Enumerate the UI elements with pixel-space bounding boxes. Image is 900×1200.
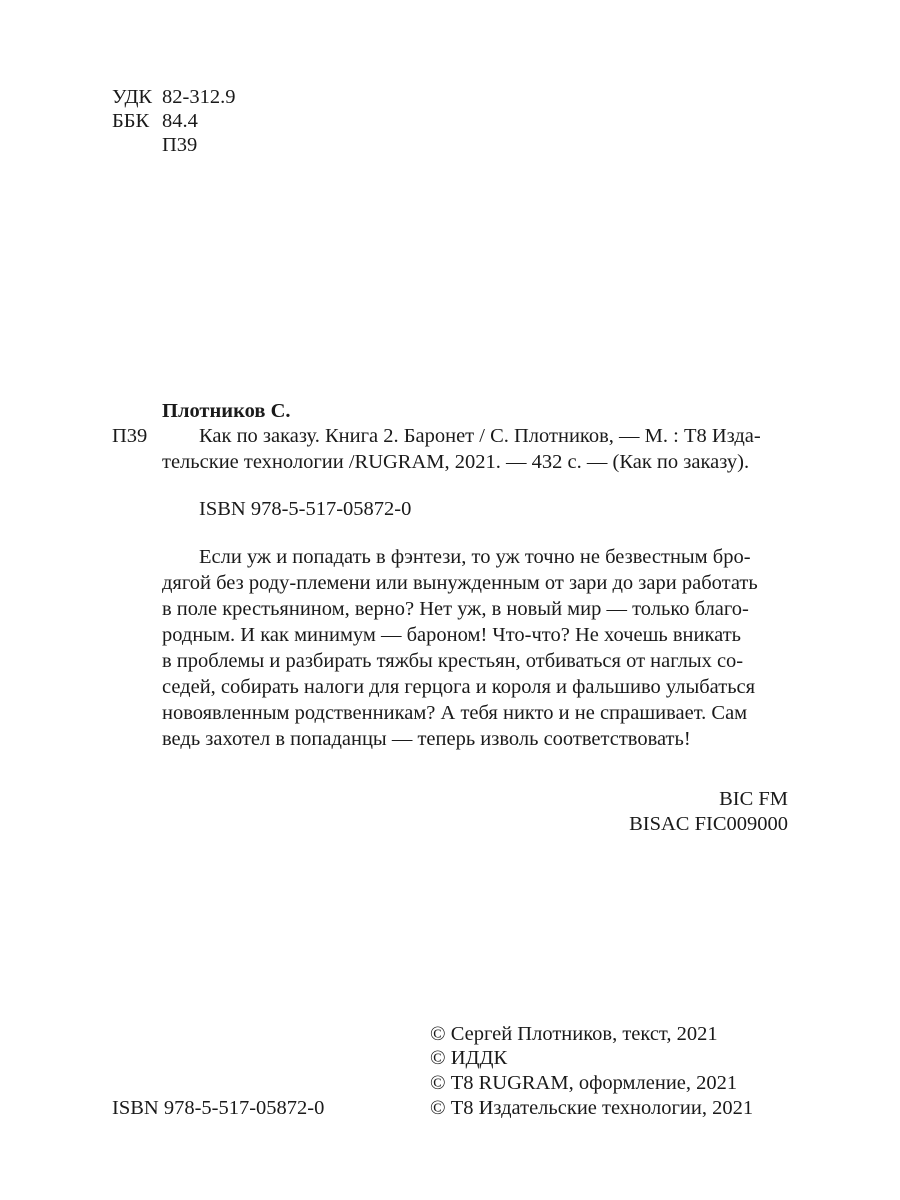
- author-name: Плотников С.: [162, 400, 291, 422]
- annotation-line: в поле крестьянином, верно? Нет уж, в новый мир — только благо-: [162, 598, 749, 620]
- copyright-line: © Сергей Плотников, текст, 2021: [430, 1023, 718, 1045]
- copyright-line: © Т8 RUGRAM, оформление, 2021: [430, 1072, 738, 1094]
- bbk-value: 84.4: [162, 110, 198, 132]
- copyright-line: © Т8 Издательские технологии, 2021: [430, 1097, 754, 1119]
- side-author-sign: П39: [112, 425, 148, 447]
- bbk-label: ББК: [112, 110, 150, 132]
- description-line: тельские технологии /RUGRAM, 2021. — 432 с. — (Как по заказу).: [162, 451, 750, 473]
- bibliographic-description: [162, 423, 788, 475]
- annotation-line: седей, собирать налоги для герцога и короля и фальшиво улыбаться: [162, 676, 756, 698]
- copyright-line: © ИДДК: [430, 1047, 508, 1069]
- annotation-line: дягой без роду-племени или вынужденным от зари до зари работать: [162, 572, 758, 594]
- bic-code: BIC FM: [719, 788, 788, 810]
- udk-label: УДК: [112, 86, 153, 108]
- footer-isbn: ISBN 978-5-517-05872-0: [112, 1097, 325, 1119]
- annotation-line: в проблемы и разбирать тяжбы крестьян, отбиваться от наглых со-: [162, 650, 744, 672]
- author-sign: П39: [162, 134, 198, 156]
- annotation-line: ведь захотел в попаданцы — теперь изволь соответствовать!: [162, 728, 691, 750]
- description-line: Как по заказу. Книга 2. Баронет / С. Плотников, — М. : Т8 Изда-: [199, 425, 761, 447]
- udk-value: 82-312.9: [162, 86, 236, 108]
- annotation-line: новоявленным родственникам? А тебя никто и не спрашивает. Сам: [162, 702, 748, 724]
- annotation: [162, 544, 788, 752]
- annotation-line: Если уж и попадать в фэнтези, то уж точно не безвестным бро-: [199, 546, 751, 568]
- record-isbn: ISBN 978-5-517-05872-0: [199, 498, 412, 520]
- annotation-line: родным. И как минимум — бароном! Что-что? Не хочешь вникать: [162, 624, 742, 646]
- bisac-code: BISAC FIC009000: [629, 813, 788, 835]
